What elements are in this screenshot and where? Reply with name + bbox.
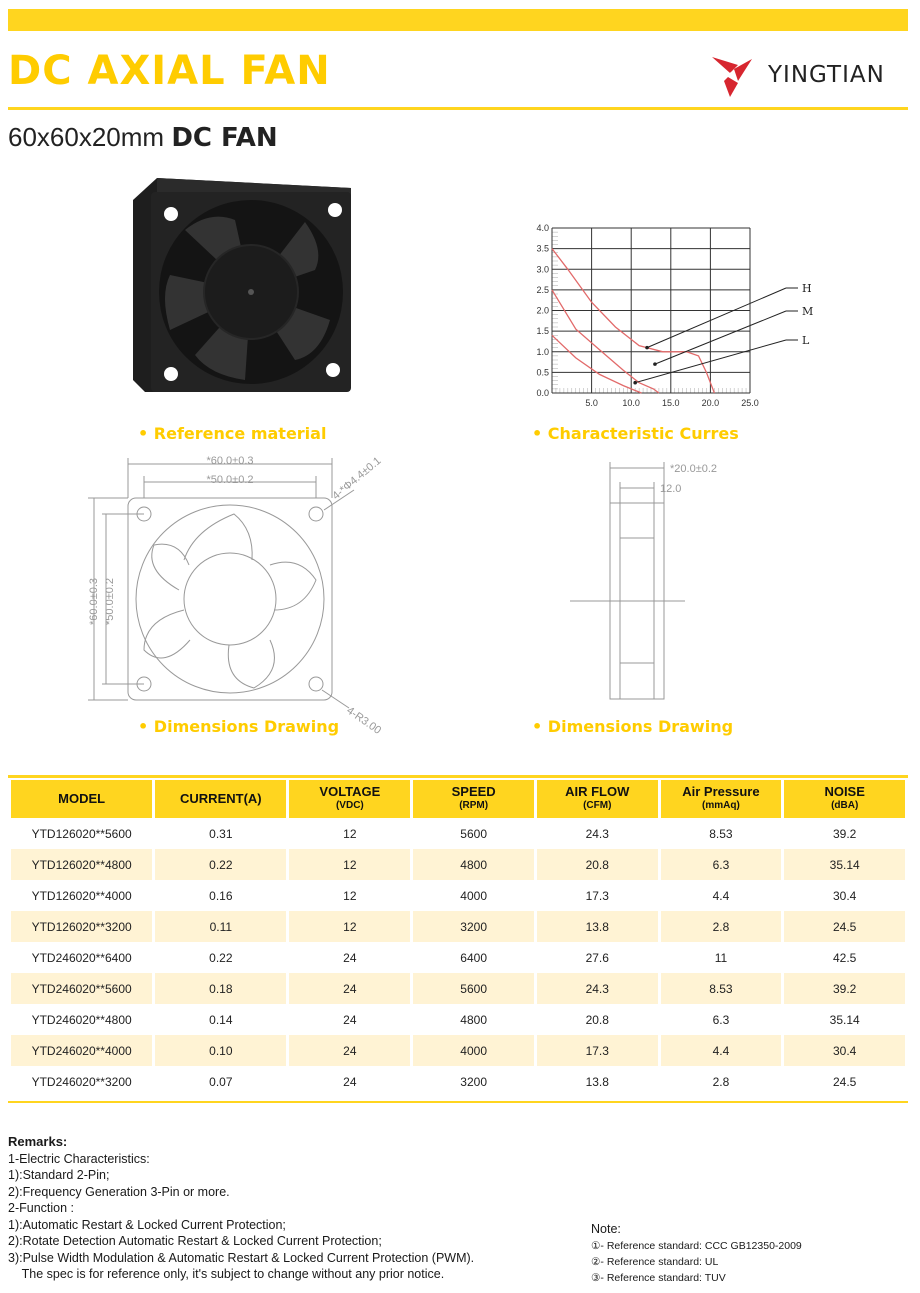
series-line-L	[552, 335, 642, 393]
table-cell: 17.3	[585, 888, 609, 903]
product-size: 60x60x20mm	[8, 122, 165, 152]
series-pointer-M	[655, 311, 786, 364]
header-unit: (mmAq)	[702, 800, 740, 811]
y-tick-label: 2.0	[536, 305, 549, 316]
table-cell: 24	[289, 973, 410, 1004]
table-cell: 2.8	[661, 911, 782, 942]
table-row	[11, 911, 905, 942]
table-cell: 12	[343, 888, 357, 903]
table-row	[11, 880, 905, 911]
table-cell: 42.5	[833, 950, 857, 965]
side-dimensions-drawing	[560, 458, 740, 708]
page-title: DC AXIAL FAN	[8, 48, 331, 94]
table-cell: YTD246020**5600	[11, 973, 152, 1004]
remarks-lines	[8, 1151, 474, 1283]
header-unit: (dBA)	[831, 800, 859, 811]
table-cell: 11	[714, 950, 728, 965]
note-item: ③- Reference standard: TUV	[591, 1272, 726, 1284]
table-row	[11, 1035, 905, 1066]
series-line-H	[552, 249, 714, 393]
table-cell: 24	[343, 1074, 357, 1089]
table-cell: YTD126020**4800	[11, 849, 152, 880]
table-cell: 13.8	[537, 911, 658, 942]
series-pointer-dot	[633, 381, 637, 385]
table-cell: 20.8	[585, 1012, 609, 1027]
caption-dimensions-front: • Dimensions Drawing	[138, 717, 340, 736]
table-cell: 2.8	[712, 1074, 730, 1089]
table-body	[11, 818, 905, 1097]
table-header-cell	[289, 780, 410, 818]
table-cell: YTD246020**3200	[31, 1074, 132, 1089]
table-cell: 24	[343, 1012, 357, 1027]
top-accent-bar	[8, 9, 908, 31]
table-cell: 35.14	[784, 849, 905, 880]
dim-hole: 4-*Φ4.4±0.1	[330, 454, 384, 503]
table-cell: 0.10	[155, 1035, 286, 1066]
table-cell: 24.5	[833, 1074, 857, 1089]
table-cell: 0.22	[209, 950, 233, 965]
table-cell: 0.22	[155, 849, 286, 880]
table-cell: 0.07	[209, 1074, 233, 1089]
header-label: VOLTAGE	[319, 784, 381, 799]
remark-line: The spec is for reference only, it's subject to change without any prior notice.	[8, 1267, 445, 1281]
table-header-cell	[11, 780, 152, 818]
remark-line: 1-Electric Characteristics:	[8, 1151, 150, 1166]
y-tick-label: 4.0	[536, 223, 549, 233]
table-cell: YTD126020**4000	[31, 888, 132, 903]
table-cell: YTD246020**4000	[11, 1035, 152, 1066]
y-tick-label: 3.5	[536, 243, 549, 254]
dim-outer-height: *60.0±0.3	[88, 577, 100, 625]
table-header-cell	[661, 780, 782, 818]
table-cell: 4000	[460, 888, 487, 903]
series-label-H: H	[802, 282, 812, 295]
table-cell: 39.2	[833, 826, 857, 841]
y-tick-label: 2.5	[536, 284, 549, 295]
table-cell: 3200	[413, 911, 534, 942]
remark-line: 2):Frequency Generation 3-Pin or more.	[8, 1184, 230, 1199]
spec-table	[8, 780, 908, 1097]
note	[591, 1222, 802, 1286]
table-cell: 0.18	[155, 973, 286, 1004]
header-label: NOISE	[824, 784, 865, 799]
table-cell: 4800	[460, 1012, 487, 1027]
table-cell: 30.4	[833, 888, 857, 903]
table-cell: YTD126020**5600	[31, 826, 132, 841]
table-row	[11, 973, 905, 1004]
header-label: Air Pressure	[682, 784, 760, 799]
characteristic-curve-chart	[520, 218, 814, 418]
table-cell: 17.3	[537, 1035, 658, 1066]
table-cell: 0.14	[209, 1012, 233, 1027]
brand-name: YINGTIAN	[768, 62, 885, 88]
table-cell: 0.16	[209, 888, 233, 903]
table-header-cell	[784, 780, 905, 818]
table-row	[11, 1004, 905, 1035]
table-cell: 24.3	[537, 973, 658, 1004]
table-cell: 0.31	[209, 826, 233, 841]
table-cell: 39.2	[784, 973, 905, 1004]
table-cell: 12	[343, 826, 357, 841]
table-cell: 6400	[460, 950, 487, 965]
remark-line: 1):Automatic Restart & Locked Current Protection;	[8, 1217, 286, 1232]
x-tick-label: 20.0	[701, 398, 720, 408]
y-tick-label: 1.5	[536, 326, 549, 337]
caption-curves: • Characteristic Curres	[532, 424, 739, 443]
y-tick-label: 1.0	[536, 346, 549, 357]
table-header-cell	[155, 780, 286, 818]
dim-inner-height: *50.0±0.2	[104, 577, 116, 625]
series-label-L: L	[802, 334, 810, 347]
dim-inner-width: *50.0±0.2	[206, 474, 254, 486]
note-item: ②- Reference standard: UL	[591, 1256, 719, 1268]
yingtian-logo-icon	[708, 51, 756, 99]
series-pointer-dot	[645, 346, 649, 350]
table-cell: 27.6	[585, 950, 609, 965]
header-label: MODEL	[58, 791, 106, 806]
table-cell: 3200	[460, 1074, 487, 1089]
note-items	[591, 1238, 802, 1286]
table-cell: 24.3	[585, 826, 609, 841]
caption-reference: • Reference material	[138, 424, 327, 443]
table-cell: 24	[343, 950, 357, 965]
table-cell: 12	[289, 911, 410, 942]
y-tick-label: 3.0	[536, 264, 549, 275]
table-bottom-divider	[8, 1101, 908, 1103]
table-row	[11, 942, 905, 973]
table-cell: 4000	[413, 1035, 534, 1066]
brand	[708, 50, 885, 100]
header-label: SPEED	[451, 784, 496, 799]
table-header-cell	[413, 780, 534, 818]
remarks	[8, 1134, 474, 1283]
series-pointer-dot	[653, 362, 657, 366]
series-label-M: M	[802, 305, 814, 318]
note-title: Note:	[591, 1222, 621, 1236]
product-subtitle	[8, 122, 278, 153]
remark-line: 2):Rotate Detection Automatic Restart & Locked Current Protection;	[8, 1234, 382, 1248]
table-cell: 4.4	[661, 1035, 782, 1066]
table-cell: 4800	[413, 849, 534, 880]
y-tick-label: 0.5	[536, 367, 549, 378]
x-tick-label: 5.0	[585, 398, 598, 408]
table-cell: 6.3	[712, 1012, 730, 1027]
dim-side-outer: *20.0±0.2	[670, 463, 718, 475]
table-cell: 24	[289, 1035, 410, 1066]
dim-side-inner: 12.0	[660, 483, 682, 495]
remark-line: 2-Function :	[8, 1201, 75, 1215]
dim-outer-width: *60.0±0.3	[206, 455, 254, 467]
table-cell: 13.8	[585, 1074, 609, 1089]
table-row	[11, 1066, 905, 1097]
table-cell: 12	[289, 849, 410, 880]
table-cell: 4.4	[712, 888, 730, 903]
table-cell: 35.14	[829, 1012, 860, 1027]
table-cell: 24.5	[784, 911, 905, 942]
remark-line: 1):Standard 2-Pin;	[8, 1168, 110, 1182]
table-row	[11, 818, 905, 849]
header-divider	[8, 107, 908, 110]
table-top-divider	[8, 775, 908, 778]
table-row	[11, 849, 905, 880]
remark-line: 3):Pulse Width Modulation & Automatic Restart & Locked Current Protection (PWM).	[8, 1250, 475, 1265]
remarks-title: Remarks:	[8, 1134, 68, 1149]
table-cell: 8.53	[661, 973, 782, 1004]
header-unit: (CFM)	[583, 800, 612, 811]
table-cell: 30.4	[784, 1035, 905, 1066]
front-dimensions-drawing	[84, 450, 414, 740]
table-cell: 5600	[413, 973, 534, 1004]
table-cell: YTD246020**4800	[31, 1012, 132, 1027]
x-tick-label: 15.0	[662, 398, 680, 408]
table-cell: 8.53	[709, 826, 733, 841]
fan-photo	[115, 170, 365, 415]
header-unit: (VDC)	[335, 800, 364, 811]
y-tick-label: 0.0	[536, 388, 549, 398]
dim-radius: 4-R3.00	[344, 704, 384, 737]
note-item: ①- Reference standard: CCC GB12350-2009	[591, 1240, 802, 1252]
table-header-row	[11, 780, 905, 818]
product-type: DC FAN	[171, 123, 278, 153]
table-cell: 20.8	[537, 849, 658, 880]
table-header-cell	[537, 780, 658, 818]
header-label: AIR FLOW	[565, 784, 630, 799]
header-unit: (RPM)	[459, 800, 489, 811]
table-cell: 6.3	[661, 849, 782, 880]
x-tick-label: 10.0	[622, 398, 640, 408]
table-cell: 0.11	[155, 911, 286, 942]
table-cell: YTD126020**3200	[11, 911, 152, 942]
x-tick-label: 25.0	[741, 398, 759, 408]
table-cell: 5600	[460, 826, 487, 841]
caption-dimensions-side: • Dimensions Drawing	[532, 717, 734, 736]
header-label: CURRENT(A)	[180, 791, 262, 806]
table-cell: YTD246020**6400	[31, 950, 132, 965]
